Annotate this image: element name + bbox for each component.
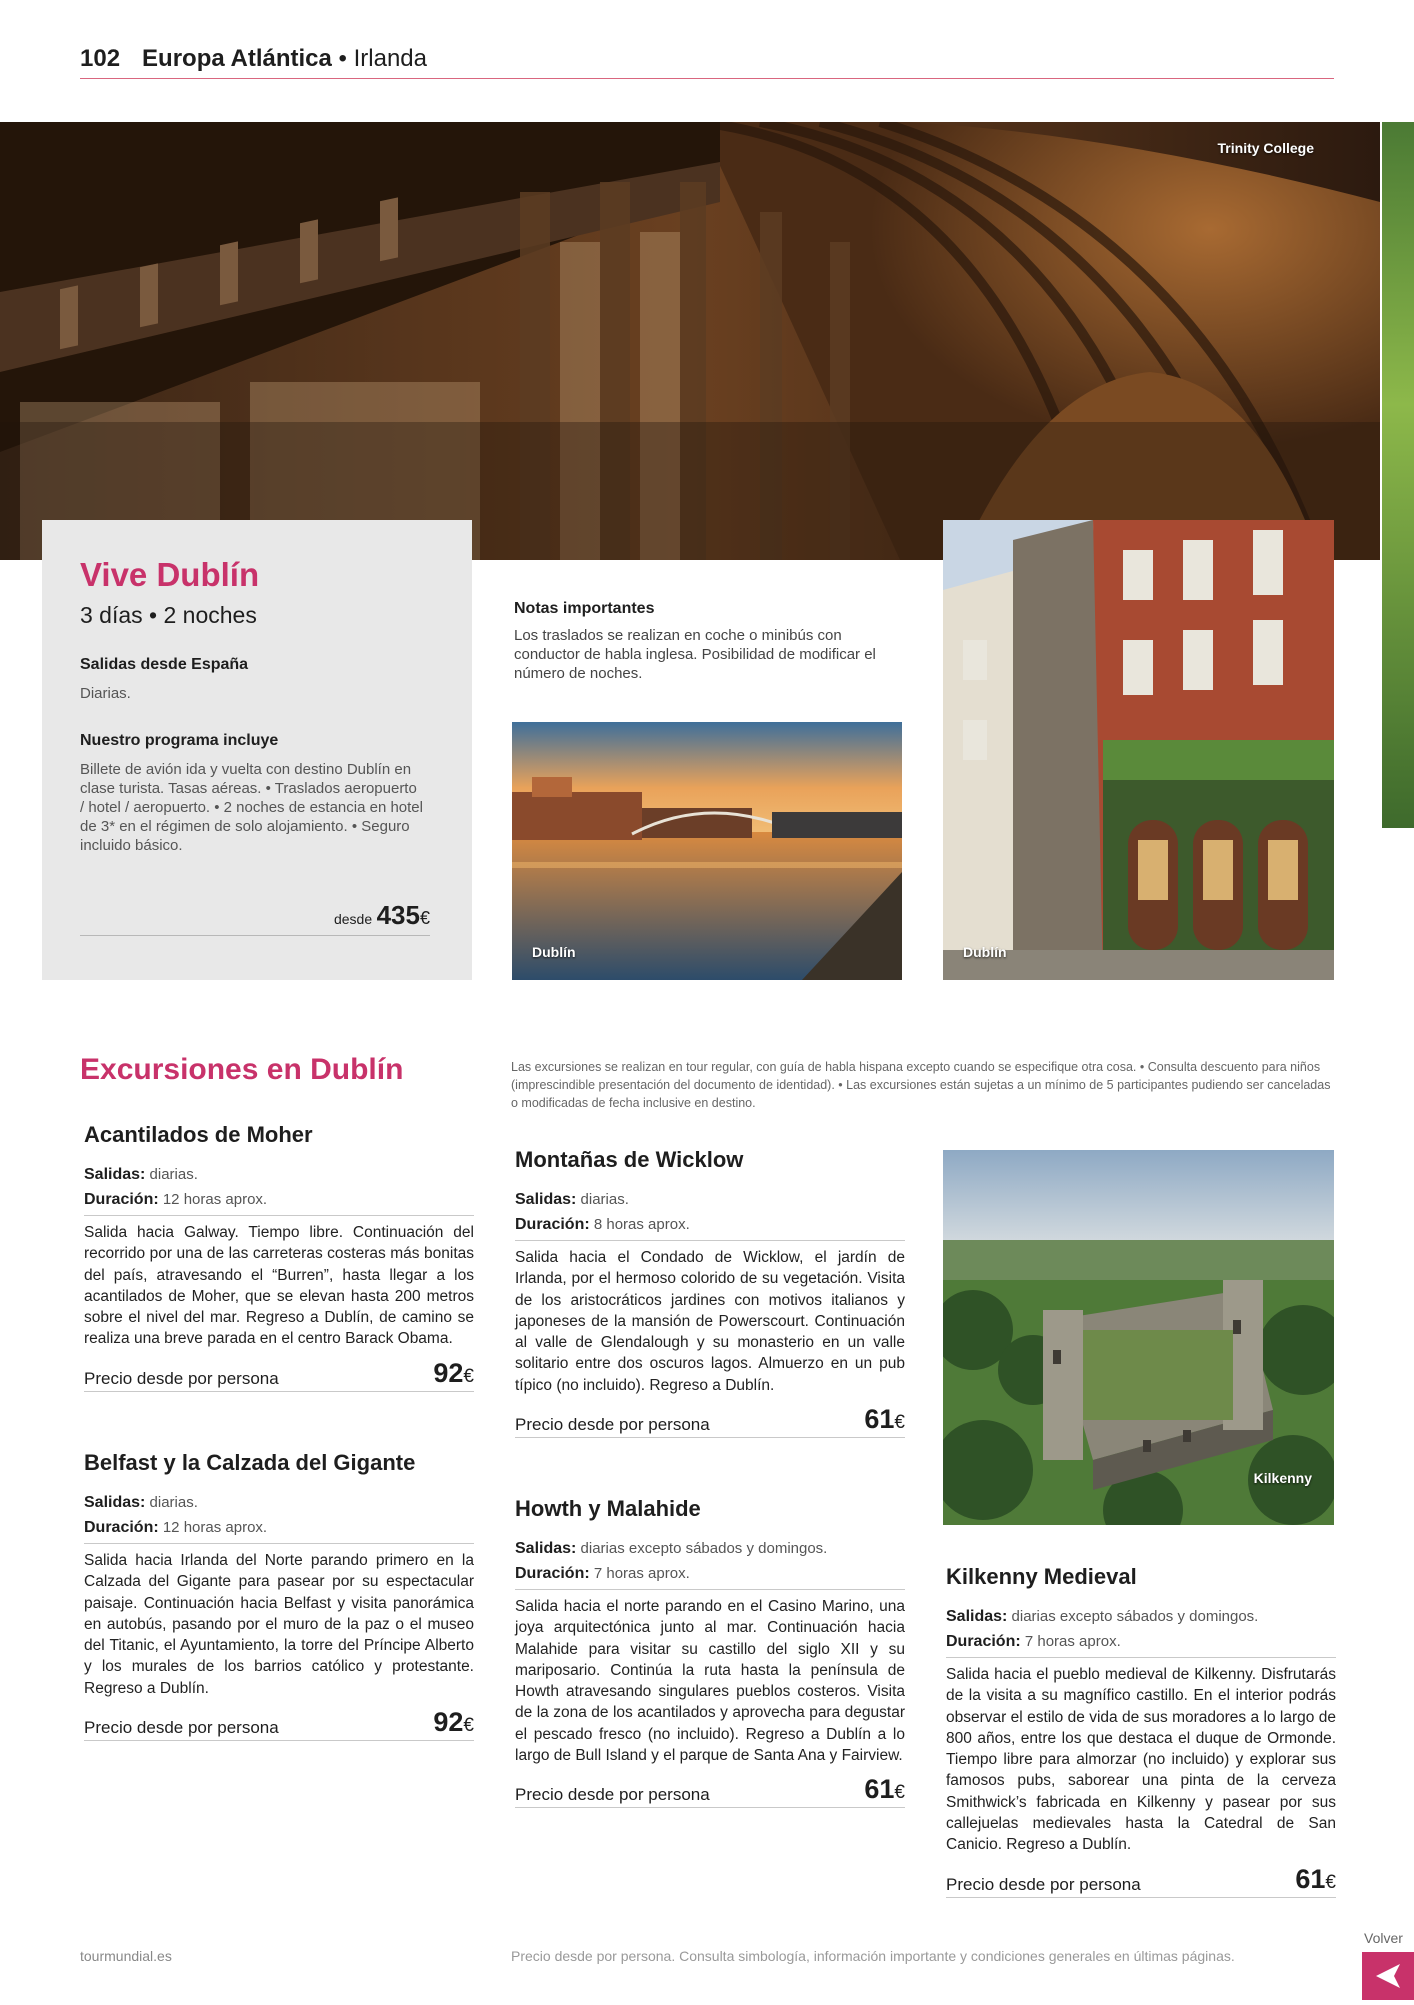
dublin-river-caption: Dublín: [532, 944, 576, 960]
kilkenny-photo: [943, 1150, 1334, 1525]
price-currency: €: [463, 1365, 474, 1387]
price-label: Precio desde por persona: [515, 1785, 710, 1805]
excursion-description: Salida hacia el pueblo medieval de Kilkenny. Disfrutarás de la visita a su magnífico castillo. En el interior podrás observar el estilo de vida de sus moradores a lo largo de 800 años, entre los que destaca el duque de Ormonde. Tiempo libre para almorzar (no incluido) y explorar sus famosos pubs, saborear una pinta de la cerveza Smithwick’s fabricada en Kilkenny y pasear por sus callejuelas medievales hasta la Catedral de San Canicio. Regreso a Dublín.: [946, 1666, 1336, 1854]
package-title: Vive Dublín: [80, 556, 260, 593]
excursion-price: [946, 1864, 1336, 1898]
excursion-title: Montañas de Wicklow: [515, 1147, 744, 1172]
salidas-value: diarias.: [580, 1191, 629, 1208]
excursion-title: Acantilados de Moher: [84, 1122, 313, 1147]
footer-site[interactable]: tourmundial.es: [80, 1948, 172, 1964]
package-box: [42, 520, 472, 980]
back-arrow-icon[interactable]: [1362, 1952, 1414, 2000]
divider: [84, 1543, 474, 1544]
excursion-meta: [946, 1604, 1336, 1654]
excursion-description: Salida hacia Galway. Tiempo libre. Continuación del recorrido por una de las carreteras costeras más bonitas del país, atravesando el “Burren”, hasta llegar a los acantilados de Moher, que se elevan hasta 200 metros sobre el nivel del mar. Regreso a Dublín, de camino se realiza una breve parada en el centro Barack Obama.: [84, 1224, 474, 1348]
section-title: Europa Atlántica: [142, 45, 332, 72]
salidas-label: Salidas:: [515, 1540, 577, 1557]
package-duration: 3 días • 2 noches: [80, 602, 257, 628]
duracion-label: Duración:: [946, 1633, 1021, 1650]
excursion-meta: [515, 1187, 905, 1237]
divider: [84, 1215, 474, 1216]
price-value: 61: [1295, 1863, 1326, 1894]
excursion-wicklow: [515, 1147, 905, 1438]
duracion-value: 7 horas aprox.: [593, 1565, 690, 1582]
excursion-moher: [84, 1122, 474, 1392]
page-header: [80, 44, 1334, 79]
price-label: Precio desde por persona: [515, 1415, 710, 1435]
trinity-college-photo: [0, 122, 1380, 560]
price-prefix: desde: [333, 911, 373, 927]
excursion-description: Salida hacia el Condado de Wicklow, el jardín de Irlanda, por el hermoso colorido de su vegetación. Visita de los aristocráticos jardines con motivos italianos y japoneses de la mansión de Powerscourt. Continuación al valle de Glendalough y su monasterio en un valle solitario entre dos oscuros lagos. Almuerzo en un pub típico (no incluido). Regreso a Dublín.: [515, 1249, 905, 1394]
excursion-title: Kilkenny Medieval: [946, 1564, 1137, 1589]
green-photo-edge: [1382, 122, 1414, 828]
price-value: 61: [864, 1774, 895, 1805]
excursion-meta: [84, 1490, 474, 1540]
price-value: 92: [433, 1707, 464, 1738]
price-value: 92: [433, 1357, 464, 1388]
excursion-price: [84, 1707, 474, 1741]
notes-text: Los traslados se realizan en coche o minibús con conductor de habla inglesa. Posibilidad de modificar el número de noches.: [514, 627, 876, 682]
dublin-street-caption: Dublín: [963, 944, 1007, 960]
excursion-price: [515, 1774, 905, 1808]
duracion-value: 7 horas aprox.: [1024, 1633, 1121, 1650]
kilkenny-caption: Kilkenny: [1253, 1470, 1312, 1486]
price-label: Precio desde por persona: [946, 1874, 1141, 1894]
duracion-label: Duración:: [515, 1565, 590, 1582]
departures-heading: Salidas desde España: [80, 656, 249, 673]
includes-text: Billete de avión ida y vuelta con destino Dublín en clase turista. Tasas aéreas. • Traslados aeropuerto / hotel / aeropuerto. • 2 noches de estancia en hotel de 3* en el régimen de solo alojamiento. • Seguro incluido básico.: [80, 761, 423, 854]
divider: [946, 1657, 1336, 1658]
country-name: Irlanda: [353, 45, 427, 72]
back-label: Volver: [1364, 1930, 1403, 1946]
excursion-meta: [515, 1536, 905, 1586]
excursion-kilkenny: [946, 1564, 1336, 1898]
salidas-label: Salidas:: [84, 1166, 146, 1183]
notes-heading: Notas importantes: [514, 600, 655, 617]
excursion-meta: [84, 1162, 474, 1212]
package-price: [80, 900, 430, 936]
duracion-label: Duración:: [84, 1519, 159, 1536]
excursion-title: Belfast y la Calzada del Gigante: [84, 1450, 416, 1475]
trinity-college-caption: Trinity College: [1217, 140, 1314, 156]
price-currency: €: [1325, 1871, 1336, 1893]
footer-disclaimer: Precio desde por persona. Consulta simbología, información importante y condiciones generales en últimas páginas.: [511, 1948, 1235, 1964]
price-value: 435: [376, 900, 420, 930]
price-currency: €: [419, 908, 430, 928]
price-currency: €: [894, 1412, 905, 1434]
salidas-value: diarias excepto sábados y domingos.: [580, 1540, 828, 1557]
excursion-belfast: [84, 1450, 474, 1741]
excursion-price: [515, 1404, 905, 1438]
price-currency: €: [894, 1782, 905, 1804]
excursion-price: [84, 1358, 474, 1392]
price-label: Precio desde por persona: [84, 1368, 279, 1388]
page-number: 102: [80, 45, 121, 72]
excursion-title: Howth y Malahide: [515, 1496, 701, 1521]
duracion-label: Duración:: [84, 1191, 159, 1208]
price-currency: €: [463, 1715, 474, 1737]
salidas-label: Salidas:: [515, 1191, 577, 1208]
duracion-label: Duración:: [515, 1216, 590, 1233]
duracion-value: 12 horas aprox.: [162, 1191, 268, 1208]
dublin-river-photo: [512, 722, 902, 980]
excursion-description: Salida hacia Irlanda del Norte parando primero en la Calzada del Gigante para pasear por su espectacular paisaje. Continuación hacia Belfast y visita panorámica en autobús, pasando por el muro de la paz o el museo del Titanic, el Ayuntamiento, la torre del Príncipe Alberto y los murales de los barrios católico y protestante. Regreso a Dublín.: [84, 1552, 474, 1697]
back-button[interactable]: [1362, 1930, 1414, 2000]
departures-text: Diarias.: [80, 685, 131, 702]
salidas-label: Salidas:: [84, 1494, 146, 1511]
excursions-legal: Las excursiones se realizan en tour regular, con guía de habla hispana excepto cuando se especifique otra cosa. • Consulta descuento para niños (imprescindible presentación del documento de identidad). • Las excursiones están sujetas a un mínimo de 5 participantes pudiendo ser canceladas o modificadas de fecha inclusive en destino.: [511, 1060, 1331, 1110]
duracion-value: 12 horas aprox.: [162, 1519, 268, 1536]
price-label: Precio desde por persona: [84, 1718, 279, 1738]
salidas-value: diarias excepto sábados y domingos.: [1011, 1608, 1259, 1625]
salidas-value: diarias.: [149, 1166, 198, 1183]
excursions-title: Excursiones en Dublín: [80, 1053, 404, 1086]
duracion-value: 8 horas aprox.: [593, 1216, 690, 1233]
header-separator: •: [331, 45, 354, 72]
salidas-value: diarias.: [149, 1494, 198, 1511]
salidas-label: Salidas:: [946, 1608, 1008, 1625]
price-value: 61: [864, 1404, 895, 1435]
divider: [515, 1589, 905, 1590]
includes-heading: Nuestro programa incluye: [80, 732, 279, 749]
excursion-howth: [515, 1496, 905, 1808]
dublin-street-photo: [943, 520, 1334, 980]
divider: [515, 1240, 905, 1241]
excursion-description: Salida hacia el norte parando en el Casino Marino, una joya arquitectónica junto al mar. Continuación hacia Malahide para visitar su castillo del siglo XII y su mariposario. Continúa la ruta hasta la península de Howth atravesando singulares pueblos costeros. Visita de la zona de los acantilados y aprovecha para degustar el pescado fresco (no incluido). Regreso a Dublín a lo largo de Bull Island y el parque de Santa Ana y Fairview.: [515, 1598, 905, 1765]
